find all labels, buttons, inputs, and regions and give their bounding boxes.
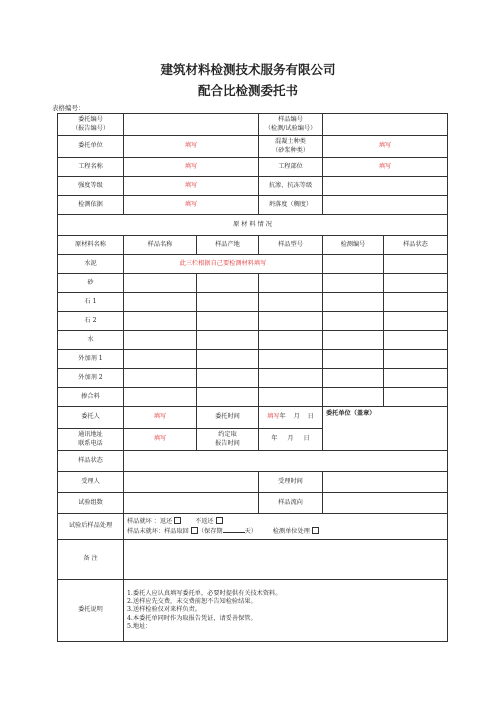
strength-grade-field[interactable]: 填写 <box>124 177 259 196</box>
material-cell[interactable] <box>197 331 259 350</box>
material-cell[interactable] <box>259 350 323 369</box>
client-field[interactable]: 填写 <box>124 136 259 158</box>
material-cell[interactable] <box>323 369 384 388</box>
material-cell[interactable] <box>197 350 259 369</box>
sample-state-label: 样品状态 <box>58 451 124 472</box>
report-time-field[interactable]: 年 月 日 <box>259 429 323 451</box>
material-cell[interactable] <box>124 331 197 350</box>
retrieve-checkbox[interactable] <box>191 527 198 534</box>
strength-grade-label: 强度等级 <box>58 177 124 196</box>
material-cell[interactable] <box>259 293 323 312</box>
accept-time-field[interactable] <box>323 472 448 493</box>
form-number-label: 表格编号： <box>52 104 85 112</box>
impermeability-grade-label: 抗渗、抗冻等级 <box>259 177 323 196</box>
accept-time-label: 受理时间 <box>259 472 323 493</box>
material-cell[interactable] <box>197 388 259 407</box>
material-cell[interactable] <box>259 388 323 407</box>
no-return-checkbox[interactable] <box>216 517 223 524</box>
entrust-time-field[interactable]: 填写年 月 日 <box>259 407 323 429</box>
material-cell[interactable] <box>124 293 197 312</box>
material-cell[interactable] <box>384 293 448 312</box>
entrust-no-label: 委托编号 （报告编号） <box>58 114 124 136</box>
header-sample-model: 样品型号 <box>259 236 323 255</box>
material-row-label: 石 1 <box>58 293 124 312</box>
material-cell[interactable] <box>323 312 384 331</box>
material-row-label: 外加剂 2 <box>58 369 124 388</box>
address-phone-label: 通讯地址 联系电话 <box>58 429 124 451</box>
material-cell[interactable] <box>124 388 197 407</box>
test-basis-field[interactable]: 填写 <box>124 196 259 215</box>
material-cell[interactable] <box>197 293 259 312</box>
header-material-name: 原材料名称 <box>58 236 124 255</box>
impermeability-grade-field[interactable] <box>323 177 448 196</box>
header-sample-origin: 样品产地 <box>197 236 259 255</box>
material-cell[interactable] <box>323 255 384 274</box>
project-name-label: 工程名称 <box>58 158 124 177</box>
after-test-label: 试验后样品处理 <box>58 514 124 540</box>
raw-material-section-title: 原 材 料 情 况 <box>58 215 448 236</box>
concrete-type-label: 混凝土种类 （砂浆种类） <box>259 136 323 158</box>
instruction-item: 3.送样检验仅对来样负责。 <box>127 606 201 614</box>
material-cell[interactable] <box>323 350 384 369</box>
material-cell[interactable] <box>124 350 197 369</box>
material-cell[interactable] <box>124 274 197 293</box>
sample-flow-field[interactable] <box>323 493 448 514</box>
material-cell[interactable] <box>323 293 384 312</box>
material-cell[interactable] <box>384 388 448 407</box>
address-phone-field[interactable]: 填写 <box>124 429 197 451</box>
receiver-field[interactable] <box>124 472 259 493</box>
report-time-label: 约定取 报告时间 <box>197 429 259 451</box>
seal-area[interactable]: 委托单位（盖章） <box>323 407 448 451</box>
group-count-label: 试验组数 <box>58 493 124 514</box>
principal-label: 委托人 <box>58 407 124 429</box>
client-label: 委托单位 <box>58 136 124 158</box>
project-part-field[interactable]: 填写 <box>323 158 448 177</box>
material-row-label: 砂 <box>58 274 124 293</box>
material-row-label: 水 <box>58 331 124 350</box>
instruction-item: 2.送样应先交费，未交费前恕不告知检验结果。 <box>127 597 257 605</box>
sample-no-label: 样品编号 （检测/试验编号） <box>259 114 323 136</box>
material-cell[interactable] <box>323 388 384 407</box>
header-sample-state: 样品状态 <box>384 236 448 255</box>
entrust-time-label: 委托时间 <box>197 407 259 429</box>
material-fill-note: 此三栏根据自己要检测材料填写 <box>124 255 323 274</box>
material-cell[interactable] <box>197 312 259 331</box>
material-cell[interactable] <box>259 331 323 350</box>
entrust-no-field[interactable] <box>124 114 259 136</box>
material-row-label: 掺合料 <box>58 388 124 407</box>
after-test-options: 样品就坏 ：返还 不返还 样品未就坏：样品取回 （保存期 天） 检测单位处理 <box>124 514 448 540</box>
material-cell[interactable] <box>384 369 448 388</box>
principal-field[interactable]: 填写 <box>124 407 197 429</box>
material-cell[interactable] <box>197 369 259 388</box>
instructions-list <box>124 580 448 642</box>
remarks-field[interactable] <box>124 540 448 580</box>
return-checkbox[interactable] <box>174 517 181 524</box>
entrust-form-table <box>57 113 448 642</box>
material-cell[interactable] <box>384 312 448 331</box>
remarks-label: 备 注 <box>58 540 124 580</box>
material-cell[interactable] <box>384 274 448 293</box>
slump-field[interactable] <box>323 196 448 215</box>
material-cell[interactable] <box>124 369 197 388</box>
project-part-label: 工程部位 <box>259 158 323 177</box>
material-cell[interactable] <box>124 312 197 331</box>
concrete-type-field[interactable]: 填写 <box>323 136 448 158</box>
project-name-field[interactable]: 填写 <box>124 158 259 177</box>
instruction-item: 4.本委托单同时作为取报告凭证，请妥善保管。 <box>127 614 257 622</box>
sample-no-field[interactable] <box>323 114 448 136</box>
material-cell[interactable] <box>384 331 448 350</box>
material-cell[interactable] <box>323 331 384 350</box>
header-sample-name: 样品名称 <box>124 236 197 255</box>
sample-flow-label: 样品流向 <box>259 493 323 514</box>
test-basis-label: 检测依据 <box>58 196 124 215</box>
receiver-label: 受理人 <box>58 472 124 493</box>
document-title: 配合比检测委托书 <box>197 83 298 98</box>
slump-label: 坍落度（稠度） <box>259 196 323 215</box>
storage-days-field[interactable] <box>223 527 245 533</box>
material-cell[interactable] <box>384 255 448 274</box>
material-cell[interactable] <box>259 369 323 388</box>
material-cell[interactable] <box>197 274 259 293</box>
instruction-item: 1.委托人应认真填写委托单，必要时提供有关技术资料。 <box>127 589 282 597</box>
material-row-label: 水泥 <box>58 255 124 274</box>
material-cell[interactable] <box>323 274 384 293</box>
instruction-item: 5.地址： <box>127 623 152 631</box>
material-cell[interactable] <box>259 312 323 331</box>
header-test-no: 检测编号 <box>323 236 384 255</box>
sample-state-field[interactable] <box>124 451 448 472</box>
group-count-field[interactable] <box>124 493 259 514</box>
material-row-label: 石 2 <box>58 312 124 331</box>
material-row-label: 外加剂 1 <box>58 350 124 369</box>
instructions-label: 委托说明 <box>58 580 124 642</box>
lab-dispose-checkbox[interactable] <box>312 527 319 534</box>
material-cell[interactable] <box>259 274 323 293</box>
company-title: 建筑材料检测技术服务有限公司 <box>160 62 336 77</box>
material-cell[interactable] <box>384 350 448 369</box>
